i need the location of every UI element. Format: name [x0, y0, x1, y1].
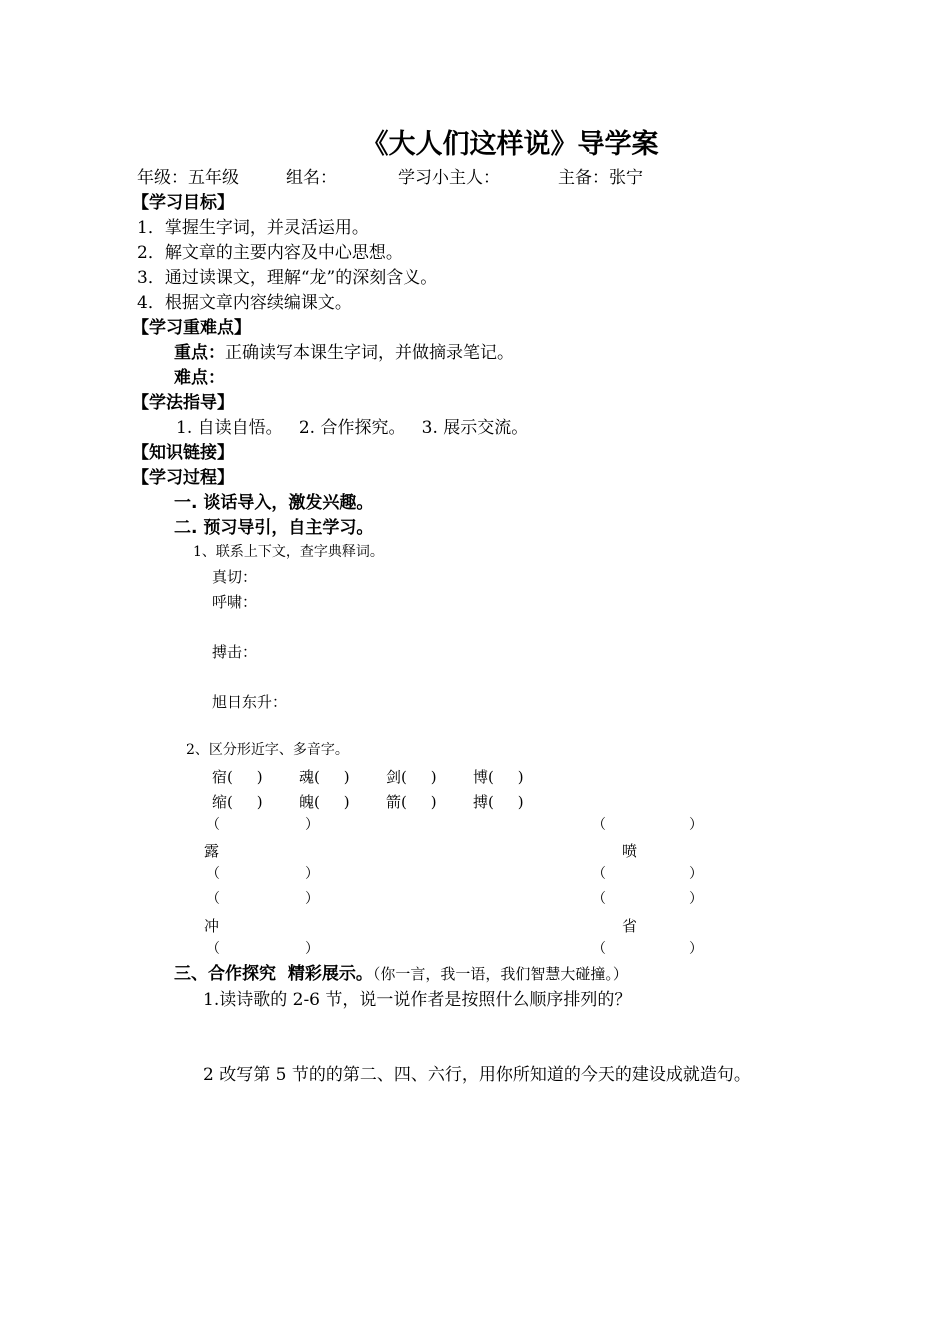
step-two: 二. 预习导引，自主学习。 — [174, 518, 374, 538]
char-pair: 箭( ) — [386, 793, 437, 811]
paren-open: （ — [206, 817, 220, 833]
paren-close: ） — [689, 866, 703, 882]
paren-open: （ — [206, 891, 220, 907]
char-pair: 缩( ) — [212, 793, 263, 811]
process-heading: 【学习过程】 — [132, 468, 234, 488]
focus-text: 正确读写本课生字词，并做摘录笔记。 — [225, 343, 514, 363]
polyphone-char: 喷 — [622, 842, 638, 860]
paren-close: ） — [305, 941, 319, 957]
word-item: 呼啸： — [212, 593, 258, 611]
paren-close: ） — [689, 891, 703, 907]
char-pair: 剑( ) — [386, 768, 437, 786]
goal-item: 1．掌握生字词，并灵活运用。 — [137, 218, 369, 238]
focus-line — [174, 342, 514, 364]
step-one: 一. 谈话导入，激发兴趣。 — [174, 493, 374, 513]
method-text: 1. 自读自悟。 2. 合作探究。 3. 展示交流。 — [176, 418, 529, 438]
char-pair: 博( ) — [473, 768, 524, 786]
paren-open: （ — [592, 891, 606, 907]
char-pair: 宿( ) — [212, 768, 263, 786]
char-pair: 魂( ) — [299, 768, 350, 786]
paren-close: ） — [689, 817, 703, 833]
paren-close: ） — [305, 891, 319, 907]
goal-item: 3．通过读课文，理解“龙”的深刻含义。 — [137, 268, 438, 288]
method-heading: 【学法指导】 — [132, 393, 234, 413]
question-one: 1.读诗歌的 2-6 节，说一说作者是按照什么顺序排列的？ — [203, 990, 632, 1010]
paren-open: （ — [592, 866, 606, 882]
paren-open: （ — [206, 941, 220, 957]
difficulty-label: 难点： — [174, 368, 225, 388]
page-title: 《大人们这样说》导学案 — [361, 129, 659, 160]
polyphone-char: 露 — [204, 842, 220, 860]
task-one: 1、联系上下文，查字典释词。 — [193, 544, 384, 560]
task-two: 2、区分形近字、多音字。 — [186, 742, 349, 758]
polyphone-char: 省 — [622, 917, 638, 935]
step-three-title: 三、合作探究 精彩展示。 — [174, 964, 373, 984]
paren-open: （ — [206, 866, 220, 882]
polyphone-char: 冲 — [204, 917, 220, 935]
group-label: 组名： — [286, 168, 337, 188]
paren-close: ） — [305, 817, 319, 833]
focus-label: 重点： — [174, 343, 225, 363]
grade-label: 年级：五年级 — [137, 168, 239, 188]
knowledge-heading: 【知识链接】 — [132, 443, 234, 463]
goal-item: 2．解文章的主要内容及中心思想。 — [137, 243, 403, 263]
word-item: 真切： — [212, 568, 258, 586]
step-three — [174, 963, 628, 985]
keypoints-heading: 【学习重难点】 — [132, 318, 251, 338]
paren-open: （ — [592, 941, 606, 957]
paren-close: ） — [689, 941, 703, 957]
char-pair: 魄( ) — [299, 793, 350, 811]
paren-open: （ — [592, 817, 606, 833]
paren-close: ） — [305, 866, 319, 882]
step-three-note: （你一言，我一语，我们智慧大碰撞。） — [372, 965, 628, 983]
question-two: 2 改写第 5 节的的第二、四、六行，用你所知道的今天的建设成就造句。 — [203, 1065, 751, 1085]
goal-item: 4．根据文章内容续编课文。 — [137, 293, 352, 313]
author-label: 主备：张宁 — [558, 168, 643, 188]
goals-heading: 【学习目标】 — [132, 193, 234, 213]
host-label: 学习小主人： — [398, 168, 500, 188]
char-pair: 搏( ) — [473, 793, 524, 811]
word-item: 搏击： — [212, 643, 258, 661]
word-item: 旭日东升： — [212, 693, 288, 711]
